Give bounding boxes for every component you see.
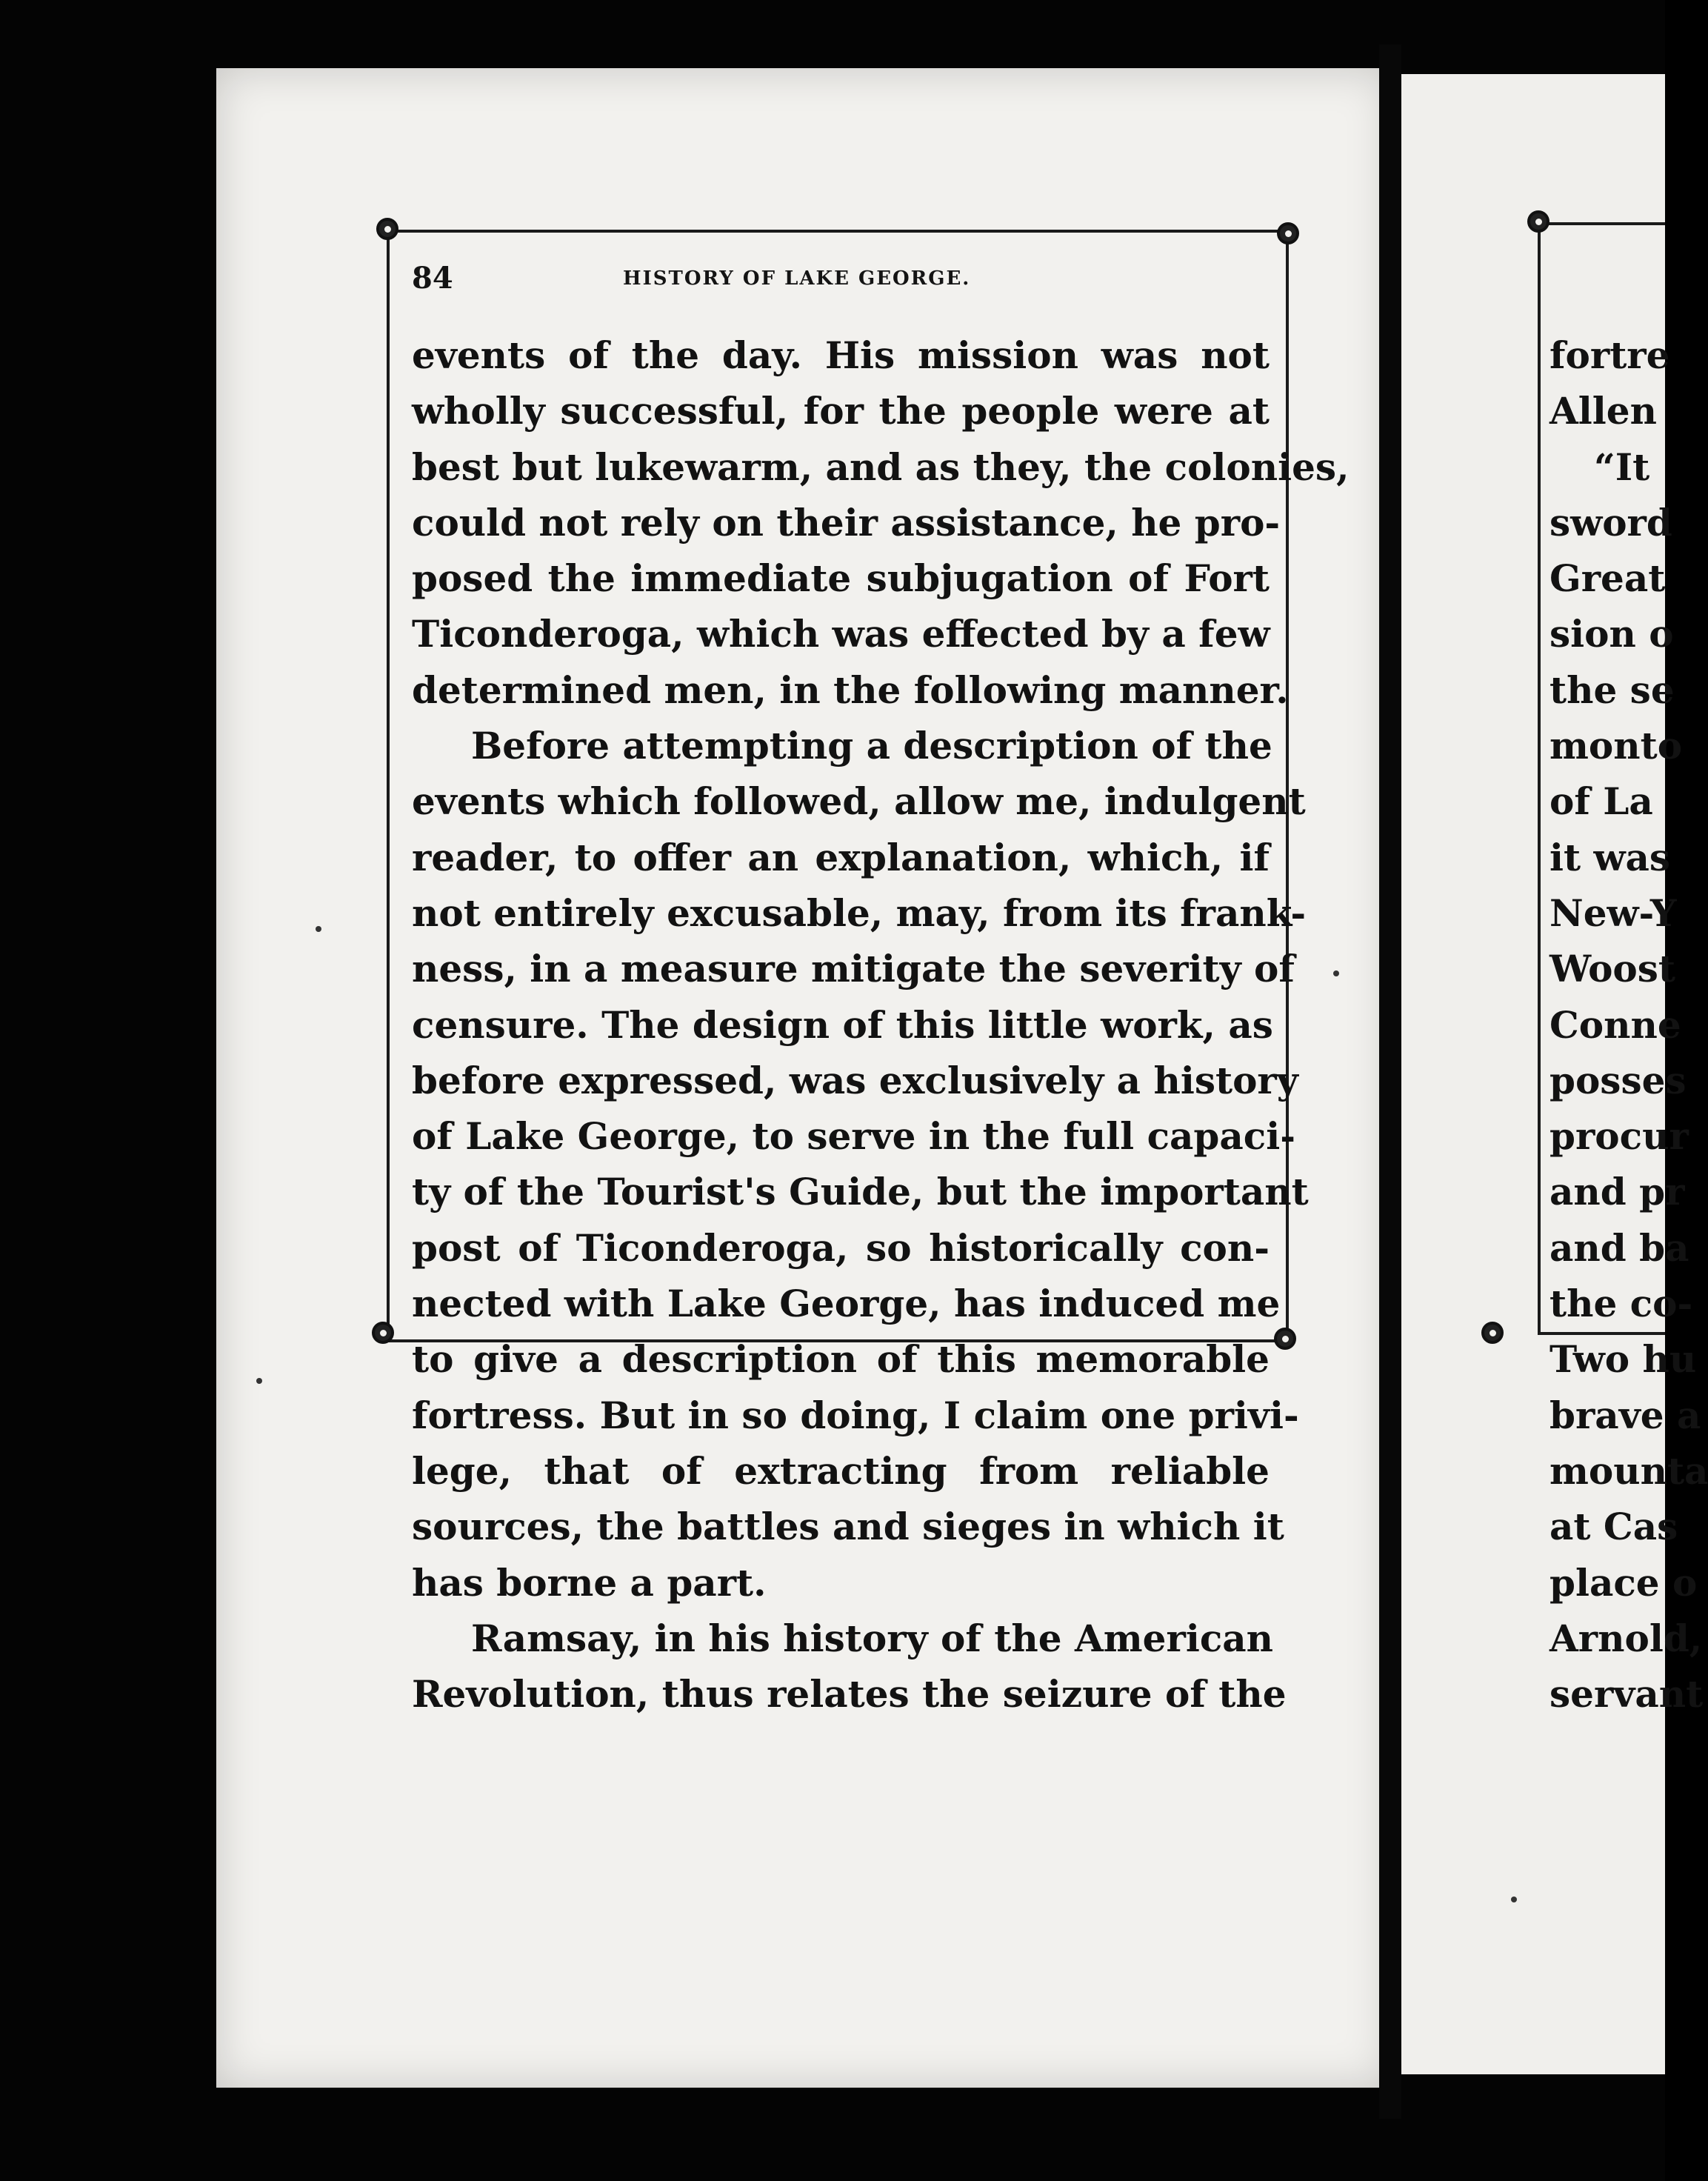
frame-corner-ornament-top-left (376, 218, 398, 240)
facing-text-line: monto (1549, 724, 1683, 768)
text-line: could not rely on their assistance, he pro- (412, 500, 1281, 545)
facing-text-line: servant (1549, 1672, 1704, 1717)
facing-text-line: sion o (1549, 612, 1674, 656)
facing-text-line: of La (1549, 779, 1653, 824)
facing-text-line: Great (1549, 556, 1666, 601)
facing-text-line: and ba (1549, 1225, 1689, 1270)
text-line: fortress. But in so doing, I claim one privi- (412, 1393, 1299, 1437)
scan-speck (316, 926, 321, 932)
facing-text-line: “It (1594, 444, 1650, 489)
facing-text-line: New-Y (1549, 890, 1677, 935)
facing-frame-corner-top (1527, 210, 1549, 233)
facing-text-line: Two hu (1549, 1337, 1697, 1382)
text-line: events which followed, allow me, indulgent (412, 779, 1306, 824)
facing-frame-top (1541, 222, 1665, 225)
facing-text-line: and pr (1549, 1170, 1685, 1214)
facing-frame-left (1538, 222, 1541, 1335)
scan-speck (1333, 970, 1339, 976)
scan-speck (1511, 1897, 1517, 1902)
facing-text-line: sword (1549, 500, 1672, 545)
text-line: not entirely excusable, may, from its frank- (412, 890, 1307, 935)
facing-text-line: place o (1549, 1560, 1698, 1605)
running-header (412, 261, 1286, 298)
text-line: sources, the battles and sieges in which it (412, 1505, 1284, 1549)
facing-text-line: posses (1549, 1058, 1687, 1102)
text-line: reader, to offer an explanation, which, if (412, 835, 1270, 879)
facing-text-line: procur (1549, 1114, 1689, 1159)
text-line: of Lake George, to serve in the full capaci- (412, 1114, 1295, 1159)
text-line: ness, in a measure mitigate the severity of (412, 947, 1295, 991)
frame-corner-ornament-bottom-left (372, 1322, 394, 1344)
text-line: lege, that of extracting from reliable (412, 1448, 1270, 1493)
text-line: posed the immediate subjugation of Fort (412, 556, 1270, 601)
text-line: post of Ticonderoga, so historically con- (412, 1225, 1270, 1270)
book-gutter (1379, 44, 1401, 2119)
text-line: Ticonderoga, which was effected by a few (412, 612, 1270, 656)
facing-text-line: fortre (1549, 333, 1670, 377)
frame-corner-ornament-bottom-right (1274, 1328, 1296, 1350)
scan-speck (256, 1378, 262, 1384)
text-line: before expressed, was exclusively a history (412, 1058, 1298, 1102)
facing-frame-corner-bottom (1481, 1322, 1504, 1344)
facing-text-line: Conne (1549, 1002, 1681, 1047)
text-line: events of the day. His mission was not (412, 333, 1270, 377)
text-line: to give a description of this memorable (412, 1337, 1270, 1382)
text-line: ty of the Tourist's Guide, but the important (412, 1170, 1309, 1214)
text-line: Ramsay, in his history of the American (471, 1616, 1274, 1660)
facing-text-line: Allen (1549, 389, 1657, 433)
facing-text-line: brave a (1549, 1393, 1701, 1437)
running-title: HISTORY OF LAKE GEORGE. (623, 267, 971, 290)
facing-text-line: Woost (1549, 947, 1676, 991)
facing-text-line: it was (1549, 835, 1671, 879)
facing-text-line: mounta (1549, 1448, 1708, 1493)
text-line: Revolution, thus relates the seizure of the (412, 1672, 1287, 1717)
text-line: has borne a part. (412, 1560, 767, 1605)
facing-text-line: the co- (1549, 1282, 1693, 1326)
body-text (412, 327, 1350, 1722)
text-line: wholly successful, for the people were at (412, 389, 1270, 433)
text-line: determined men, in the following manner. (412, 667, 1289, 712)
text-line: nected with Lake George, has induced me (412, 1282, 1281, 1326)
text-line: Before attempting a description of the (471, 724, 1272, 768)
facing-text-line: the se (1549, 667, 1675, 712)
frame-corner-ornament-top-right (1277, 222, 1299, 244)
text-line: censure. The design of this little work, as (412, 1002, 1273, 1047)
page-number: 84 (412, 261, 453, 296)
facing-text-line: at Cas (1549, 1505, 1678, 1549)
text-line: best but lukewarm, and as they, the colonies, (412, 444, 1350, 489)
facing-page-text (1549, 327, 1708, 1722)
facing-text-line: Arnold, (1549, 1616, 1703, 1660)
